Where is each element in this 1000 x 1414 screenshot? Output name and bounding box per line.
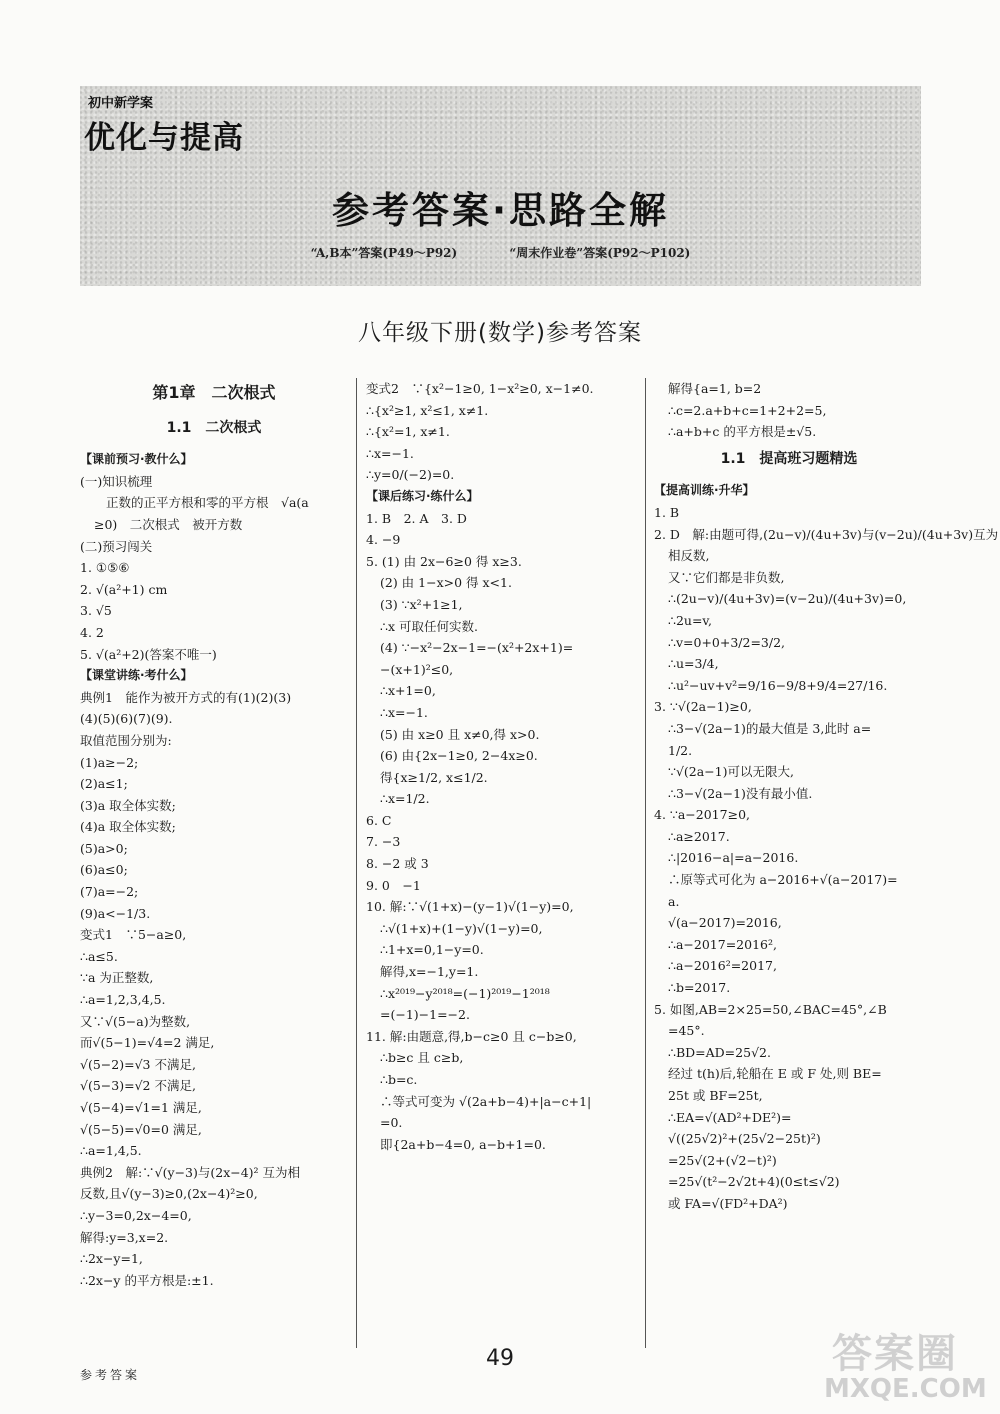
answer-line: ∴b=2017. [668, 980, 731, 996]
answer-line: (3)a 取全体实数; [80, 797, 176, 813]
answer-line: ∴2x−y=1, [80, 1251, 143, 1267]
answer-line: 解得:y=3,x=2. [80, 1229, 169, 1245]
answer-line: ∴y−3=0,2x−4=0, [80, 1207, 192, 1223]
answer-line: =0. [380, 1115, 403, 1131]
answer-line: √(5−5)=√0=0 满足, [80, 1121, 202, 1137]
answer-line: 1/2. [668, 742, 693, 758]
answer-line: 变式1 ∵5−a≥0, [80, 927, 187, 943]
answer-line: ∴3−√(2a−1)的最大值是 3,此时 a= [668, 720, 872, 736]
answer-line: ∴a−2017=2016², [668, 936, 777, 952]
answer-line: ∵√(2a−1)可以无限大, [668, 764, 794, 780]
banner-sub-right: “周末作业卷”答案(P92～P102) [509, 246, 691, 260]
answer-line: ∴y=0/(−2)=0. [366, 467, 455, 483]
answer-line: 经过 t(h)后,轮船在 E 或 F 处,则 BE= [668, 1066, 882, 1082]
series-label: 初中新学案 [88, 96, 154, 111]
answer-line: (1)a≥−2; [80, 754, 139, 770]
answer-line: √(5−2)=√3 不满足, [80, 1056, 196, 1072]
answer-line: 3. ∵√(2a−1)≥0, [654, 699, 752, 715]
answer-line: ∴a=1,2,3,4,5. [80, 992, 166, 1008]
answer-line: ∴√(1+x)+(1−y)√(1−y)=0, [380, 920, 543, 936]
answer-line: 即{2a+b−4=0, a−b+1=0. [380, 1136, 546, 1152]
answer-line: 典例1 能作为被开方式的有(1)(2)(3) [80, 689, 292, 705]
banner-title: 参考答案·思路全解 [331, 189, 670, 232]
answer-line: √((25√2)²+(25√2−25t)²) [668, 1131, 821, 1147]
answer-line: ∴x+1=0, [380, 683, 436, 699]
answer-line: 第1章 二次根式 [152, 383, 276, 402]
answer-line: ≥0) 二次根式 被开方数 [94, 516, 243, 532]
answer-line: −(x+1)²≤0, [380, 661, 454, 677]
answer-line: 变式2 ∵{x²−1≥0, 1−x²≥0, x−1≠0. [366, 381, 594, 396]
answer-line: (2)a≤1; [80, 776, 128, 792]
answer-column-2 [366, 378, 638, 1155]
page-number: 49 [486, 1346, 514, 1371]
answer-line: (7)a=−2; [80, 884, 139, 900]
answer-line: ∴a+b+c 的平方根是±√5. [668, 424, 817, 440]
answer-line: ∴x 可取任何实数. [380, 618, 478, 634]
answer-line: 1. B [654, 504, 680, 520]
answer-line: ∴3−√(2a−1)没有最小值. [668, 785, 813, 801]
answer-line: (二)预习闯关 [80, 538, 153, 554]
answer-line: ∴b≥c 且 c≥b, [380, 1050, 464, 1066]
answer-line: ∴|2016−a|=a−2016. [668, 850, 799, 866]
answer-line: ∴u=3/4, [668, 656, 719, 672]
column-divider [356, 378, 357, 1348]
answer-line: √(a−2017)=2016, [668, 915, 782, 931]
answer-line: ∴(2u−v)/(4u+3v)=(v−2u)/(4u+3v)=0, [668, 591, 907, 607]
answer-line: a. [668, 893, 680, 909]
banner-subtitles [80, 244, 921, 261]
answer-line: ∵a 为正整数, [80, 970, 154, 986]
answer-line: 或 FA=√(FD²+DA²) [668, 1195, 788, 1211]
answer-line: (4)(5)(6)(7)(9). [80, 711, 173, 727]
answer-line: 1. B 2. A 3. D [366, 510, 467, 526]
answer-line: =45°. [668, 1023, 705, 1039]
column-divider [645, 378, 646, 1348]
answer-line: 又∵√(5−a)为整数, [80, 1013, 191, 1029]
answer-line: ∴EA=√(AD²+DE²)= [668, 1109, 792, 1125]
answer-line: 2. √(a²+1) cm [80, 581, 168, 597]
answer-line: =(−1)−1=−2. [380, 1007, 470, 1023]
answer-line: 典例2 解:∵√(y−3)与(2x−4)² 互为相 [80, 1164, 301, 1180]
answer-line: 2. D 解:由题可得,(2u−v)/(4u+3v)与(v−2u)/(4u+3v)互为 [654, 526, 999, 542]
answer-line: (5) 由 x≥0 且 x≠0,得 x>0. [380, 726, 540, 742]
answer-line: ∴a−2016²=2017, [668, 958, 777, 974]
answer-line: ∴b=c. [380, 1072, 418, 1087]
answer-line: 5. √(a²+2)(答案不唯一) [80, 646, 217, 662]
answer-line: 相反数, [668, 548, 710, 564]
answer-line: 4. 2 [80, 624, 104, 640]
answer-line: 得{x≥1/2, x≤1/2. [380, 769, 488, 785]
answer-line: (2) 由 1−x>0 得 x<1. [380, 575, 512, 591]
answer-line: ∴{x²=1, x≠1. [366, 424, 450, 440]
answer-column-3 [654, 378, 999, 1215]
answer-line: 正数的正平方根和零的平方根 √a(a [106, 495, 309, 511]
answer-line: 9. 0 −1 [366, 877, 421, 893]
answer-line: ∴原等式可化为 a−2016+√(a−2017)= [668, 872, 898, 888]
answer-line: 【课后练习·练什么】 [366, 488, 479, 503]
answer-line: (3) ∵x²+1≥1, [380, 596, 463, 612]
answer-line: ∴a=1,4,5. [80, 1143, 142, 1159]
answer-line: 3. √5 [80, 603, 112, 619]
answer-line: 而√(5−1)=√4=2 满足, [80, 1035, 215, 1051]
answer-line: (6) 由{2x−1≥0, 2−4x≥0. [380, 748, 538, 764]
answer-line: 7. −3 [366, 834, 401, 850]
answer-line: ∴a≥2017. [668, 828, 730, 844]
answer-line: 又∵它们都是非负数, [668, 569, 785, 585]
answer-line: 5. (1) 由 2x−6≥0 得 x≥3. [366, 553, 522, 569]
answer-line: 11. 解:由题意,得,b−c≥0 且 c−b≥0, [366, 1028, 577, 1044]
answer-line: (一)知识梳理 [80, 473, 153, 489]
answer-line: √(5−4)=√1=1 满足, [80, 1100, 202, 1115]
answer-line: 【课前预习·教什么】 [80, 452, 193, 467]
answer-line: 1.1 提高班习题精选 [720, 450, 858, 467]
brand-logo-text: 优化与提高 [84, 120, 244, 156]
answer-line: ∴x=−1. [366, 445, 414, 461]
answer-line: 【课堂讲练·考什么】 [80, 668, 193, 683]
answer-line: ∴v=0+0+3/2=3/2, [668, 634, 786, 650]
answer-line: (9)a<−1/3. [80, 905, 151, 921]
answer-line: ∴x=1/2. [380, 791, 430, 807]
answer-line: 1.1 二次根式 [166, 419, 262, 436]
answer-line: ∴c=2.a+b+c=1+2+2=5, [668, 402, 827, 418]
watermark-url: MXQE.COM [824, 1374, 987, 1404]
answer-line: 解得,x=−1,y=1. [380, 964, 479, 980]
answer-line: 4. −9 [366, 532, 401, 548]
answer-line: ∴2x−y 的平方根是:±1. [80, 1272, 214, 1288]
answer-line: (5)a>0; [80, 840, 128, 856]
answer-line: 【提高训练·升华】 [654, 483, 755, 498]
watermark-logo [804, 1318, 990, 1410]
answer-line: 8. −2 或 3 [366, 856, 429, 872]
footer-label: 参考答案 [80, 1368, 141, 1382]
answer-line: √(5−3)=√2 不满足, [80, 1078, 196, 1094]
answer-line: ∴BD=AD=25√2. [668, 1044, 771, 1060]
answer-line: 4. ∵a−2017≥0, [654, 807, 750, 823]
answer-line: 1. ①⑤⑥ [80, 560, 130, 576]
answer-line: ∴a≤5. [80, 948, 118, 964]
answer-line: 10. 解:∵√(1+x)−(y−1)√(1−y)=0, [366, 899, 574, 915]
watermark-text: 答案圈 [832, 1331, 958, 1377]
answer-line: 解得{a=1, b=2 [668, 381, 762, 396]
answer-line: 25t 或 BF=25t, [668, 1088, 763, 1103]
answer-line: =25√(t²−2√2t+4)(0≤t≤√2) [668, 1174, 840, 1190]
answer-line: 反数,且√(y−3)≥0,(2x−4)²≥0, [80, 1186, 258, 1202]
answer-line: ∴u²−uv+v²=9/16−9/8+9/4=27/16. [668, 677, 888, 693]
answer-column-1 [80, 378, 348, 1291]
header-banner [80, 86, 921, 286]
answer-line: ∴2u=v, [668, 612, 712, 628]
answer-line: (4) ∵−x²−2x−1=−(x²+2x+1)= [380, 640, 574, 656]
answer-line: ∴x=−1. [380, 704, 428, 720]
answer-line: 取值范围分别为: [80, 732, 172, 748]
answer-line: ∴1+x=0,1−y=0. [380, 942, 484, 958]
page-title: 八年级下册(数学)参考答案 [358, 320, 642, 346]
answer-line: (6)a≤0; [80, 862, 128, 878]
answer-line: ∴x²⁰¹⁹−y²⁰¹⁸=(−1)²⁰¹⁹−1²⁰¹⁸ [380, 985, 550, 1001]
answer-line: (4)a 取全体实数; [80, 819, 176, 835]
banner-sub-left: “A,B本”答案(P49～P92) [310, 246, 458, 260]
answer-line: ∴等式可变为 √(2a+b−4)+|a−c+1| [380, 1093, 592, 1109]
answer-line: =25√(2+(√2−t)²) [668, 1152, 777, 1168]
answer-line: 5. 如图,AB=2×25=50,∠BAC=45°,∠B [654, 1001, 887, 1017]
answer-line: 6. C [366, 812, 392, 828]
answer-line: ∴{x²≥1, x²≤1, x≠1. [366, 402, 489, 418]
